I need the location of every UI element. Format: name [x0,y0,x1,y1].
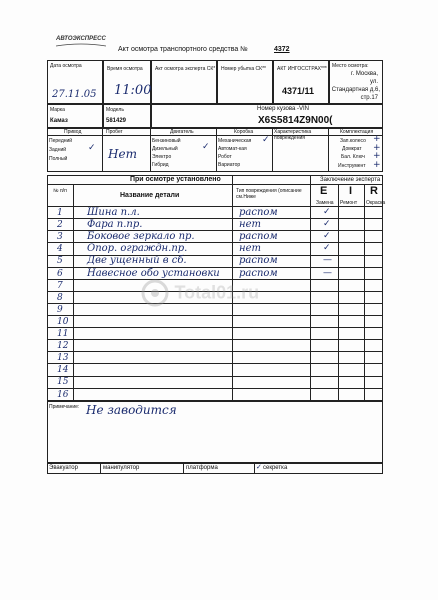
make-value: Камаз [50,118,68,124]
place-line-3: Стандартная д.6, [331,87,380,93]
row-number: 9 [57,304,63,315]
expert-act-label: Акт осмотра эксперта СК* [155,66,216,72]
col-i-sub: Ремонт [340,200,358,206]
time-label: Время осмотра [107,66,143,72]
gearbox-manual[interactable]: Механическая [218,138,252,144]
mileage-header: Пробег [106,129,123,135]
date-value[interactable]: 27.11.05 [52,89,97,100]
engine-diesel[interactable]: Дизельный [152,146,178,152]
vin-label: Номер кузова -VIN [257,106,309,112]
col-i-header: I [349,185,353,197]
drive-front[interactable]: Передний [49,138,73,144]
model-label: Модель [106,107,124,113]
row-number: 13 [57,353,69,364]
place-cell [329,60,383,104]
date-label: Дата осмотра [50,63,82,69]
manipulator-option[interactable]: манипулятор [103,465,140,471]
part-name[interactable]: Шина п.л. [87,207,140,218]
table-row [47,364,383,376]
drive-rear[interactable]: Задний [49,147,67,153]
row-number: 1 [57,208,63,218]
replace-mark: ✓ [323,231,331,242]
drive-rear-check: ✓ [88,143,96,153]
equip-tools-check: + [373,160,381,170]
secret-check: ✓ [256,463,262,471]
row-number: 2 [57,220,63,231]
row-number: 12 [57,341,69,352]
engine-electric[interactable]: Электро [152,154,172,160]
gearbox-auto[interactable]: Автомат-кая [218,146,247,152]
engine-hybrid[interactable]: Гибрид [152,162,169,168]
damage-type[interactable]: распом [239,255,278,267]
notes-label: Примечание: [49,404,80,410]
replace-mark: ✓ [323,243,331,254]
replace-mark: — [323,255,332,266]
watermark-text: Total01.ru [174,282,260,303]
model-cell [103,104,151,128]
gearbox-manual-check: ✓ [262,135,270,145]
col-name-header: Название детали [120,192,180,199]
make-label: Марка [50,107,65,113]
table-row [47,207,383,219]
logo-text: АВТОЭКСПРЕСС [56,36,106,42]
time-value[interactable]: 11:00 [114,83,152,98]
date-cell [47,60,103,104]
engine-header: Двигатель [170,129,194,135]
engine-petrol[interactable]: Бензиновый [152,138,181,144]
equip-jack[interactable]: Домкрат [342,146,362,152]
place-line-2: ул. [369,79,378,85]
drive-header: Привод [64,129,82,135]
gearbox-cvt[interactable]: Вариатор [218,162,241,168]
damage-type[interactable]: нет [239,243,261,255]
evacuator-option[interactable]: Эвакуатор [49,465,78,471]
table-row [47,231,383,243]
section-title: При осмотре установлено [130,176,221,183]
row-number: 16 [57,389,69,400]
expert-act-cell [151,60,217,104]
ingos-act-value: 4371/11 [282,86,315,96]
place-line-1: г. Москва, [351,71,378,77]
row-number: 5 [57,256,63,267]
part-name[interactable]: Навесное обо установки [87,267,220,279]
act-number: 4372 [274,46,290,53]
drive-full[interactable]: Полный [49,156,68,162]
equip-jack-check: + [373,143,381,153]
equip-key-check: + [373,151,381,161]
equip-spare-check: + [373,134,381,144]
row-number: 4 [57,244,63,255]
row-number: 14 [57,365,69,376]
table-row [47,316,383,328]
table-row [47,219,383,231]
part-name[interactable]: Опор. ограждн.пр. [87,243,188,255]
table-row [47,352,383,364]
conclusion-title: Заключение эксперта [320,177,381,183]
row-number: 10 [57,316,69,327]
notes-text[interactable]: Не заводится [86,403,177,417]
table-row [47,255,383,267]
equipment-header: Комплектация [340,129,374,135]
ingos-act-label: АКТ ИНГОССТРАХ*** [277,66,327,72]
col-damage-header: Тип повреждения (описание см.Ниже [236,188,302,200]
company-logo [56,36,106,50]
platform-option[interactable]: платформа [186,465,218,471]
part-name[interactable]: Боковое зеркало пр. [87,231,195,243]
equip-wheel-key[interactable]: Бал. Ключ [341,154,365,160]
col-e-header: E [320,185,328,197]
damage-char-header: Характеристика повреждения [274,129,312,141]
watermark [140,278,259,308]
equip-tools[interactable]: Инструмент [338,163,366,169]
col-e-sub: Замена [316,200,334,206]
mileage-value[interactable]: Нет [108,147,137,161]
row-number: 15 [57,377,69,388]
table-row [47,389,383,401]
replace-mark: — [323,267,332,278]
table-row [47,340,383,352]
part-name[interactable]: Две ущенный в сб. [87,255,187,267]
table-row [47,328,383,340]
equip-spare-wheel[interactable]: Зап.колесо [340,138,366,144]
vin-cell [151,104,383,128]
damage-type[interactable]: распом [239,231,278,243]
claim-number-label: Номер убытка СК** [221,66,266,72]
row-number: 11 [57,329,69,339]
damage-type[interactable]: распом [239,267,278,279]
model-value: 581429 [106,118,127,124]
col-num-header: № п/п [53,188,67,194]
row-number: 3 [57,232,63,243]
row-number: 6 [57,268,63,279]
secret-option[interactable]: секретка [263,465,288,471]
col-r-sub: Окраска [366,200,386,206]
place-label: Место осмотра: [332,63,369,69]
gearbox-robot[interactable]: Робот [218,154,232,160]
table-row [47,376,383,388]
table-row [47,243,383,255]
ingos-act-cell [273,60,329,104]
claim-number-cell [217,60,273,104]
gearbox-header: Коробка [234,129,254,135]
row-number: 8 [57,292,63,303]
col-r-header: R [370,185,378,197]
make-cell [47,104,103,128]
document-title: Акт осмотра транспортного средства № [118,46,248,53]
time-cell [103,60,151,104]
part-name[interactable]: Фара п.пр. [87,219,143,231]
damage-type[interactable]: нет [239,219,261,231]
replace-mark: ✓ [323,219,331,230]
row-number: 7 [57,280,63,291]
vin-value: X6S5814Z9N00( [258,115,333,126]
place-line-4: стр.17 [360,95,378,101]
replace-mark: ✓ [323,207,331,217]
engine-diesel-check: ✓ [202,142,210,152]
damage-type[interactable]: распом [239,207,278,218]
